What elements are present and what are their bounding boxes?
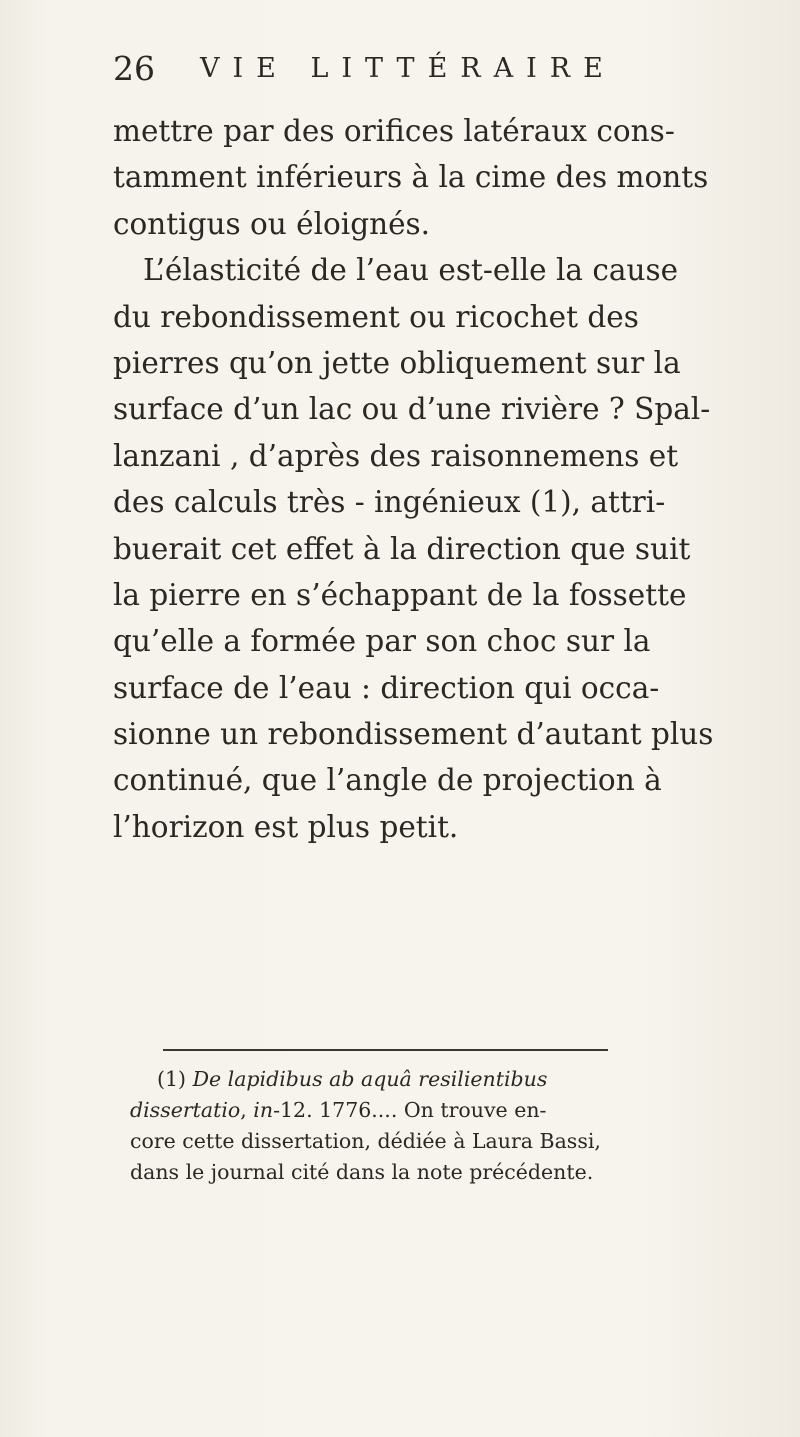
text-line: surface d’un lac ou d’une rivière ? Spal- <box>113 392 711 427</box>
footnote-line: core cette dissertation, dédiée à Laura Bassi, <box>130 1129 601 1153</box>
text-line: lanzani , d’après des raisonnemens et <box>113 438 679 473</box>
footnote-title: De lapidibus ab aquâ resilientibus <box>192 1067 548 1091</box>
text-line: sionne un rebondissement d’autant plus <box>113 717 714 752</box>
footnote-line: dans le journal cité dans la note précédente. <box>130 1160 594 1184</box>
footnote-divider <box>163 1049 608 1051</box>
footnote-format-prefix: in <box>253 1098 274 1122</box>
text-line: des calculs très - ingénieux (1), attri- <box>113 485 666 520</box>
text-line: la pierre en s’échappant de la fossette <box>113 577 687 612</box>
footnote-title-cont: dissertatio <box>130 1098 241 1122</box>
running-title: VIE LITTÉRAIRE <box>200 53 616 84</box>
text-line: du rebondissement ou ricochet des <box>113 299 639 334</box>
text-line: l’horizon est plus petit. <box>113 809 459 844</box>
text-line: L’élasticité de l’eau est-elle la cause <box>143 253 679 288</box>
footnote-marker: (1) <box>157 1067 193 1091</box>
text-line: qu’elle a formée par son choc sur la <box>113 624 651 659</box>
footnote <box>130 1064 670 1188</box>
footnote-format-suffix: -12. 1776.... On trouve en- <box>273 1098 547 1122</box>
footnote-line <box>130 1064 670 1095</box>
footnote-sep: , <box>240 1098 254 1122</box>
text-line: contigus ou éloignés. <box>113 206 431 241</box>
text-line: continué, que l’angle de projection à <box>113 763 662 798</box>
footnote-line <box>130 1095 670 1126</box>
text-line: buerait cet effet à la direction que suit <box>113 531 691 566</box>
text-line: pierres qu’on jette obliquement sur la <box>113 345 681 380</box>
text-line: tamment inférieurs à la cime des monts <box>113 160 709 195</box>
page-number: 26 <box>113 49 155 88</box>
running-head <box>113 44 633 94</box>
text-line: surface de l’eau : direction qui occa- <box>113 670 660 705</box>
body-text <box>113 108 714 850</box>
text-line: mettre par des orifices latéraux cons- <box>113 114 675 148</box>
